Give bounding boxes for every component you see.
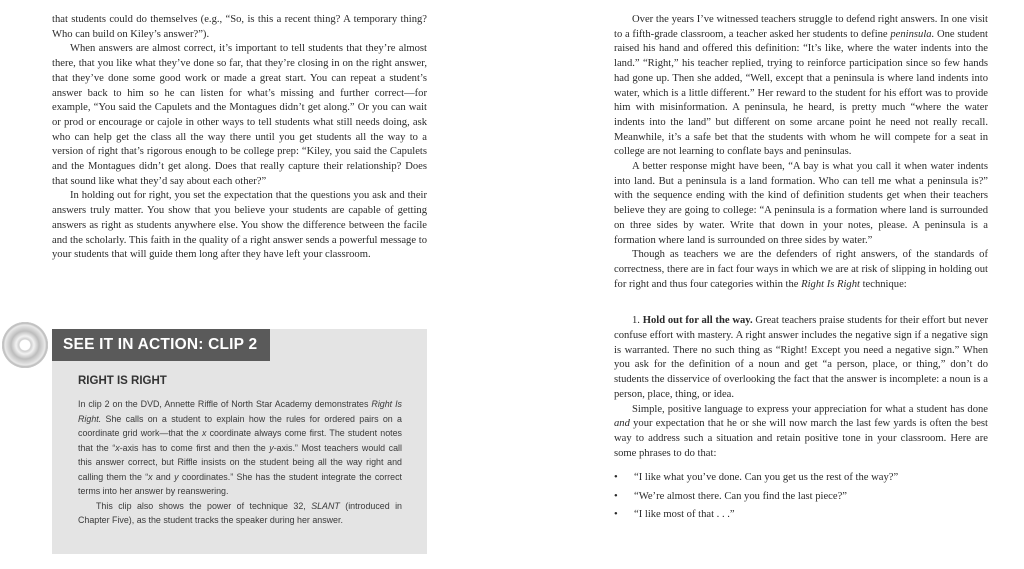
- phrase-list: [614, 469, 988, 525]
- paragraph: When answers are almost correct, it’s important to tell students that they’re almost there, that you like what they’ve done so far, that they’re closing in on the right answer, that they’ve done some good work or made a great start. You can repeat a student’s answer back to him so he can listen for what’s missing and further correct—for example, “You said the Capulets and the Montagues didn’t get along.” Or you can wait or prod or encourage or cajole in other ways to tell students what still needs doing, ask who can help get the class all the way there until you get students all the way to a version of right that’s rigorous enough to be college prep: “Kiley, you said the Capulets and the Montagues didn’t get along. Does that really capture their relationship? Does that sound like what they’d say about each other?”: [52, 43, 427, 187]
- bullet-icon: •: [614, 509, 618, 521]
- clip-body: [78, 397, 402, 528]
- clip-paragraph: In clip 2 on the DVD, Annette Riffle of North Star Academy demonstrates Right Is Right. She calls on a student to explain how the rules for ordered pairs on a coordinate grid work—that the x coordinate always come first. The student notes that the “x-axis has to come first and then the y-axis.” Most teachers would call this answer correct, but Riffle insists on the student being all the way right and calling them the “x and y coordinates.” She has the student integrate the correct terms into her answer by reanswering.: [78, 399, 403, 496]
- paragraph: that students could do themselves (e.g., “So, is this a recent thing? A temporary thing? Who can build on Kiley’s answer?”).: [52, 14, 427, 40]
- left-page-text: [52, 13, 427, 263]
- paragraph: Simple, positive language to express your appreciation for what a student has done and your expectation that he or she will now march the last few yards is often the best way to address such a situation and retain positive tone in your classroom. Here are some phrases to do that:: [614, 403, 988, 459]
- right-page-text: [614, 13, 988, 525]
- paragraph: Though as teachers we are the defenders of right answers, of the standards of correctness, there are in fact four ways in which we are at risk of slipping in holding out for right and thus four categories within the Right Is Right technique:: [614, 249, 988, 290]
- paragraph: A better response might have been, “A bay is what you call it when water indents into land. But a peninsula is a land formation. Who can tell me what a peninsula is?” with the sequence ending with the kind of definition students get when their teachers believe they are going to college: “A peninsula is a formation where land is surrounded on three sides by water. Write that down in your notes, please. A peninsula is a formation where land is surrounded on three sides by water.”: [614, 161, 988, 246]
- clip-tab-label: SEE IT IN ACTION: CLIP 2: [52, 329, 270, 361]
- numbered-item: 1. Hold out for all the way. Great teachers praise students for their effort but never confuse effort with mastery. A right answer includes the negative sign if a negative sign is warranted. There no such thing as “Right! Except you need a negative sign.” When you ask for the definition of a noun and get “a person, place, or thing,” don’t do students the disservice of overlooking the fact that the answer is incomplete: a noun is a person, place, thing, or idea.: [614, 315, 988, 400]
- paragraph: Over the years I’ve witnessed teachers struggle to defend right answers. In one visit to a fifth-grade classroom, a teacher asked her students to define peninsula. One student raised his hand and offered this definition: “It’s like, where the water indents into the land.” “Right,” his teacher replied, trying to reinforce participation since so few hands had gone up. Then she added, “Well, except that a peninsula is where land indents into water, which is a little different.” Her reward to the student for his effort was to provide him with misinformation. A peninsula, he heard, is pretty much “where the water indents into the land” but different on some arcane point he need not really recall. Meanwhile, it’s a safe bet that the students with whom he will compete for a seat in college are not learning to conflate bays and peninsulas.: [614, 14, 988, 158]
- paragraph: In holding out for right, you set the expectation that the questions you ask and their answers truly matter. You show that you believe your students are capable of getting answers as right as students anywhere else. You show the difference between the facile and the scholarly. This faith in the quality of a right answer sends a powerful message to your students that will guide them long after they have left your classroom.: [52, 190, 427, 261]
- right-page: [614, 0, 988, 525]
- clip-paragraph: This clip also shows the power of technique 32, SLANT (introduced in Chapter Five), as the student tracks the speaker during her answer.: [78, 500, 402, 525]
- left-page: [52, 0, 427, 263]
- bullet-icon: •: [614, 472, 618, 484]
- list-item: • “We’re almost there. Can you find the last piece?”: [614, 488, 988, 507]
- list-item: • “I like most of that . . .”: [614, 506, 988, 525]
- dvd-disc-icon: [2, 322, 48, 368]
- clip-heading: RIGHT IS RIGHT: [78, 375, 167, 387]
- bullet-icon: •: [614, 490, 618, 502]
- list-item: • “I like what you’ve done. Can you get us the rest of the way?”: [614, 469, 988, 488]
